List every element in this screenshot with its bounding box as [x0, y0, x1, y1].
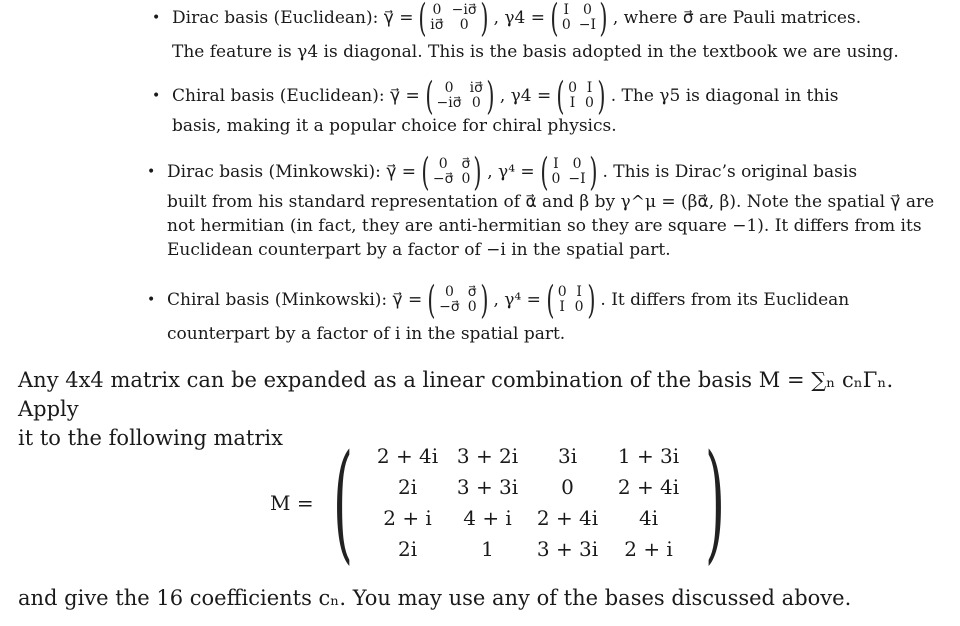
basis-name: Dirac basis (Minkowski): [167, 162, 381, 182]
matrix-cell: 3i [557, 444, 578, 468]
matrix-cell: 0 [471, 95, 481, 111]
matrix-cell: −I [568, 171, 586, 187]
basis-name: Chiral basis (Euclidean): [172, 86, 385, 106]
bullet-dirac-euclidean: • Dirac basis (Euclidean): γ⃗ = ( 0 −iσ⃗ iσ⃗ 0 ) , γ4 = ( I 0 0 −I ) , where σ⃗ are Pauli matrices. The feature is γ4 is diagonal. This is the basis adopted in the textbook we are using. [160, 6, 950, 64]
matrix-cell: I [553, 156, 559, 172]
matrix-gamma4: ( I 0 0 −I ) [539, 150, 598, 194]
matrix-cell: 2 + 4i [536, 506, 599, 530]
matrix-cell: I [563, 2, 570, 18]
matrix-cell: 4 + i [463, 506, 512, 530]
bullet-dot: • [147, 292, 156, 308]
matrix-cell: 0 [561, 17, 571, 33]
matrix-cell: 1 [481, 537, 494, 561]
matrix-cell: 2 + 4i [376, 444, 439, 468]
matrix-cell: 0 [459, 17, 469, 33]
right-paren: ) [704, 428, 725, 577]
matrix-cell: 1 + 3i [617, 444, 680, 468]
matrix-cell: iσ⃗ [469, 80, 483, 96]
basis-name: Chiral basis (Minkowski): [167, 290, 388, 310]
gamma4-label: γ4 = [504, 8, 546, 28]
bullet-chiral-euclidean: • Chiral basis (Euclidean): γ⃗ = ( 0 iσ⃗ −iσ⃗ 0 ) , γ4 = ( 0 I I 0 ) . The γ5 is diagonal in this basis, making it a popular choice for chiral physics. [160, 84, 950, 138]
matrix-cell: I [569, 95, 576, 111]
matrix-cell: 0 [432, 2, 442, 18]
matrix-cell: 0 [568, 80, 577, 96]
matrix-gamma4: ( 0 I I 0 ) [556, 74, 606, 118]
matrix-cell: −iσ⃗ [451, 2, 477, 18]
matrix-gamma4: ( 0 I I 0 ) [546, 278, 596, 322]
gamma-vec-label: γ⃗ = [383, 8, 414, 28]
matrix-cell: I [586, 80, 593, 96]
bullet-dot: • [152, 10, 161, 26]
matrix-cell: 2 + 4i [617, 475, 680, 499]
bullet-line: Euclidean counterpart by a factor of −i in the spatial part. [167, 240, 671, 260]
gamma4-label: γ⁴ = [504, 290, 541, 310]
matrix-grid [368, 442, 690, 564]
basis-name: Dirac basis (Euclidean): [172, 8, 379, 28]
matrix-cell: σ⃗ [467, 284, 477, 300]
matrix-cell: 2 + i [383, 506, 432, 530]
gamma-vec-label: γ⃗ = [386, 162, 417, 182]
matrix-cell: 3 + 3i [536, 537, 599, 561]
left-paren: ( [332, 428, 353, 577]
matrix-cell: iσ⃗ [430, 17, 444, 33]
bullet-dot: • [152, 88, 161, 104]
gamma4-label: γ4 = [510, 86, 552, 106]
matrix-gamma-vec: ( 0 σ⃗ −σ⃗ 0 ) [427, 278, 489, 322]
matrix-cell: 0 [444, 284, 454, 300]
bullet-line: The feature is γ4 is diagonal. This is the basis adopted in the textbook we are using. [172, 42, 899, 62]
matrix-cell: −σ⃗ [439, 299, 460, 315]
matrix-cell: 2i [397, 475, 418, 499]
matrix-cell: 0 [438, 156, 448, 172]
bullet-dirac-minkowski: • Dirac basis (Minkowski): γ⃗ = ( 0 σ⃗ −σ⃗ 0 ) , γ⁴ = ( I 0 0 −I ) . This is Dirac’s original basis built from his standard representation of α⃗ and β by γ^μ = (βα⃗, β). Note the spatial γ⃗ are not hermitian (in fact, they are anti-hermitian so they are square −1). It differs from its Euclidean counterpart by a factor of −i in the spatial part. [155, 160, 945, 262]
matrix-cell: −I [578, 17, 597, 33]
matrix-cell: −iσ⃗ [436, 95, 462, 111]
matrix-cell: 2 + i [624, 537, 673, 561]
matrix-gamma-vec: ( 0 −iσ⃗ iσ⃗ 0 ) [418, 0, 489, 40]
gamma4-label: γ⁴ = [498, 162, 535, 182]
matrix-cell: 0 [582, 2, 592, 18]
coefficients-paragraph: and give the 16 coefficients cₙ. You may use any of the bases discussed above. [18, 586, 852, 610]
bullet-line: counterpart by a factor of i in the spatial part. [167, 324, 566, 344]
paragraph-line: Any 4x4 matrix can be expanded as a linear combination of the basis M = ∑ₙ cₙΓₙ. Apply [18, 368, 894, 421]
matrix-cell: 3 + 2i [456, 444, 519, 468]
matrix-cell: 3 + 3i [456, 475, 519, 499]
bullet-line: not hermitian (in fact, they are anti-hermitian so they are square −1). It differs from its [167, 216, 922, 236]
bullet-trailing-text: . It differs from its Euclidean [600, 290, 850, 310]
paragraph-line: it to the following matrix [18, 426, 283, 450]
bullet-line: built from his standard representation of α⃗ and β by γ^μ = (βα⃗, β). Note the spatial γ⃗ are [167, 192, 935, 212]
bullet-trailing-text: . The γ5 is diagonal in this [610, 86, 839, 106]
matrix-cell: −σ⃗ [432, 171, 454, 187]
bullet-trailing-text: , where σ⃗ are Pauli matrices. [612, 8, 862, 28]
matrix-cell: 0 [557, 284, 567, 300]
bullet-dot: • [147, 164, 156, 180]
bullet-chiral-minkowski: • Chiral basis (Minkowski): γ⃗ = ( 0 σ⃗ −σ⃗ 0 ) , γ⁴ = ( 0 I I 0 ) . It differs from its Euclidean counterpart by a factor of i in the spatial part. [155, 288, 945, 346]
matrix-cell: 0 [585, 95, 594, 111]
matrix-gamma4: ( I 0 0 −I ) [550, 0, 608, 40]
matrix-cell: 0 [572, 156, 582, 172]
matrix-cell: 0 [551, 171, 561, 187]
matrix-cell: 0 [574, 299, 584, 315]
matrix-cell: 0 [461, 171, 471, 187]
matrix-cell: 4i [638, 506, 659, 530]
matrix-cell: 0 [444, 80, 454, 96]
matrix-cell: I [576, 284, 582, 300]
matrix-gamma-vec: ( 0 σ⃗ −σ⃗ 0 ) [421, 150, 482, 194]
matrix-gamma-vec: ( 0 iσ⃗ −iσ⃗ 0 ) [425, 74, 495, 118]
matrix-cell: 0 [561, 475, 574, 499]
matrix-cell: I [559, 299, 565, 315]
matrix-cell: 0 [467, 299, 477, 315]
matrix-cell: σ⃗ [461, 156, 471, 172]
matrix-m [270, 428, 739, 577]
gamma-vec-label: γ⃗ = [392, 290, 423, 310]
matrix-cell: 2i [397, 537, 418, 561]
matrix-lhs: M = [270, 491, 314, 515]
bullet-trailing-text: . This is Dirac’s original basis [602, 162, 858, 182]
gamma-vec-label: γ⃗ = [389, 86, 420, 106]
bullet-line: basis, making it a popular choice for chiral physics. [172, 116, 617, 136]
